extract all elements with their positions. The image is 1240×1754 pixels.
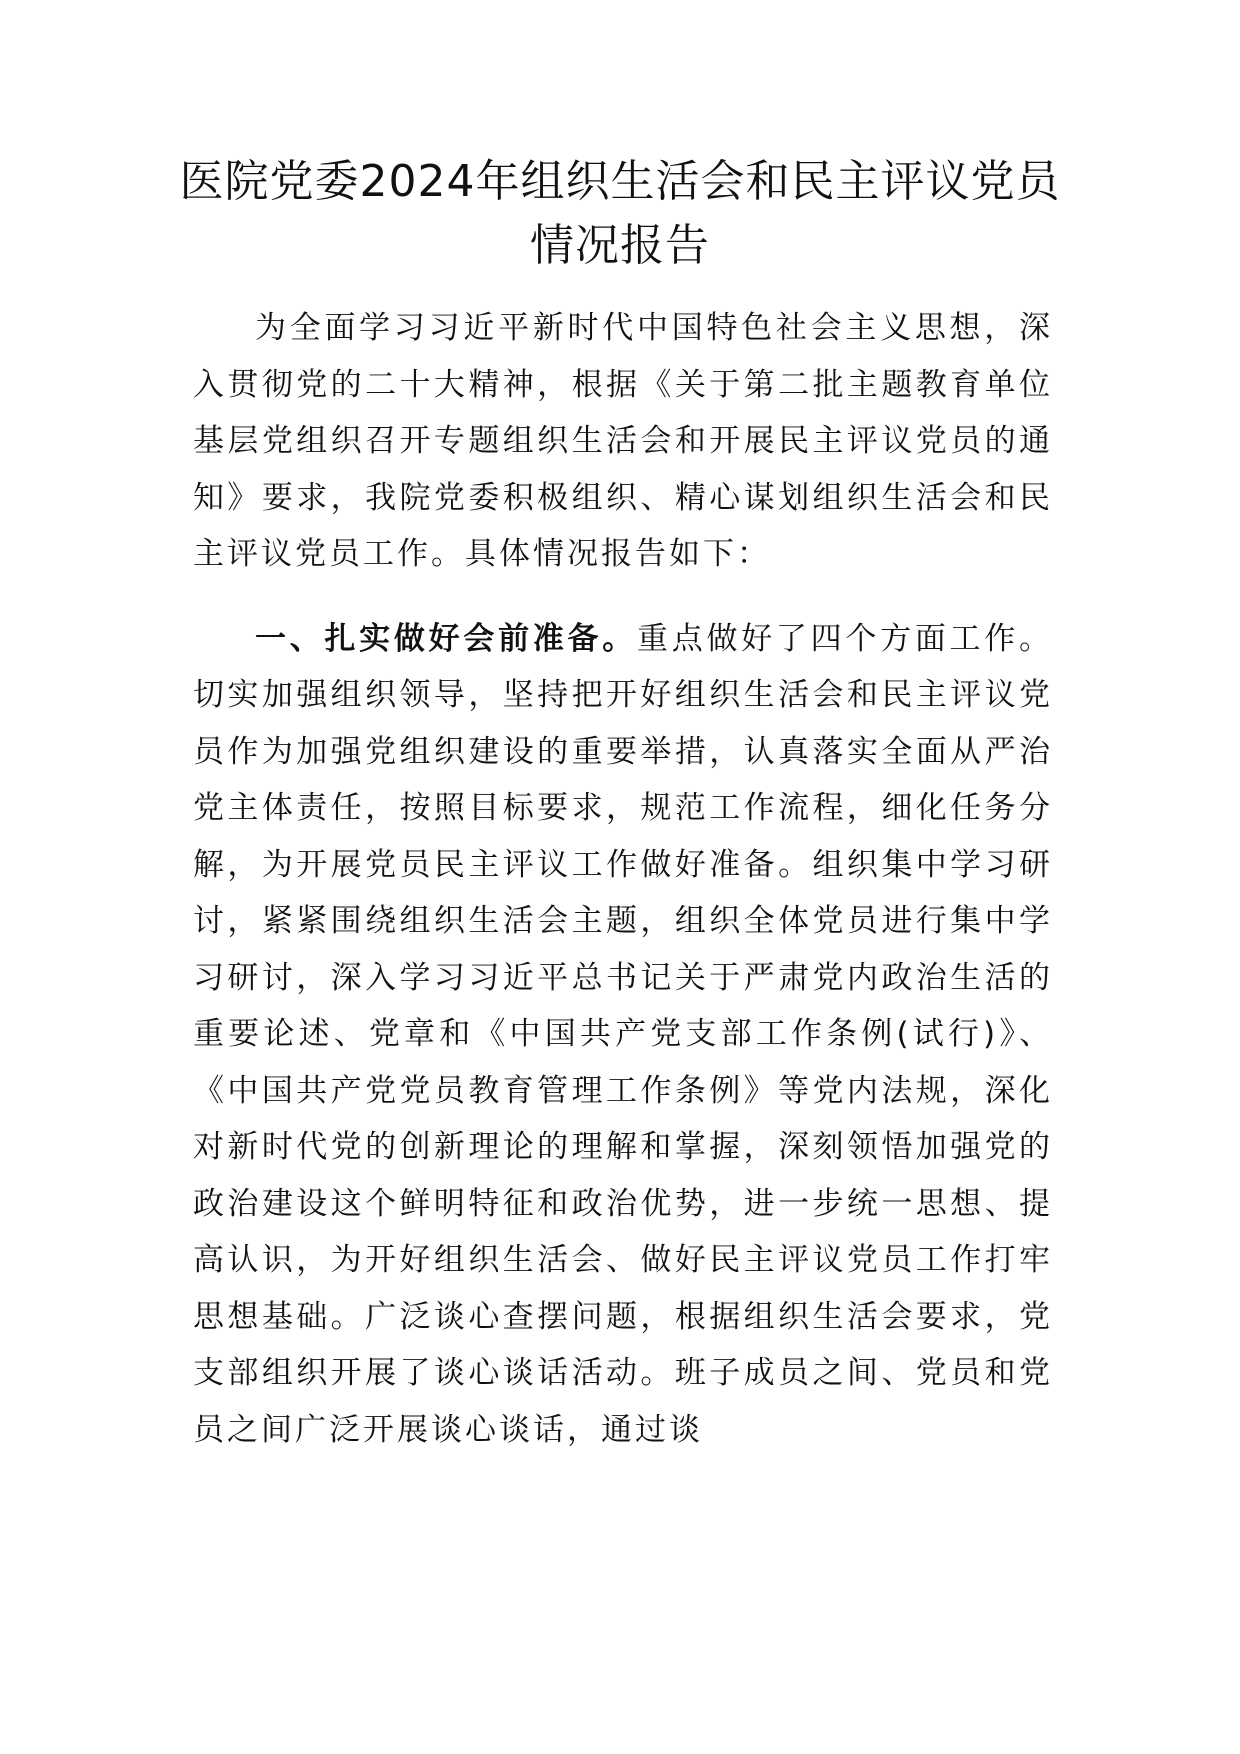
section-one-paragraph: [193, 611, 1053, 1459]
document-body: [193, 300, 1053, 1458]
section-one-heading: 一、扎实做好会前准备。: [255, 620, 637, 657]
section-one-text: 重点做好了四个方面工作。切实加强组织领导，坚持把开好组织生活会和民主评议党员作为加强党组织建设的重要举措，认真落实全面从严治党主体责任，按照目标要求，规范工作流程，细化任务分解，为开展党员民主评议工作做好准备。组织集中学习研讨，紧紧围绕组织生活会主题，组织全体党员进行集中学习研讨，深入学习习近平总书记关于严肃党内政治生活的重要论述、党章和《中国共产党支部工作条例(试行)》、《中国共产党党员教育管理工作条例》等党内法规，深化对新时代党的创新理论的理解和掌握，深刻领悟加强党的政治建设这个鲜明特征和政治优势，进一步统一思想、提高认识，为开好组织生活会、做好民主评议党员工作打牢思想基础。广泛谈心查摆问题，根据组织生活会要求，党支部组织开展了谈心谈话活动。班子成员之间、党员和党员之间广泛开展谈心谈话，通过谈: [193, 620, 1053, 1448]
intro-paragraph: 为全面学习习近平新时代中国特色社会主义思想，深入贯彻党的二十大精神，根据《关于第二批主题教育单位基层党组织召开专题组织生活会和开展民主评议党员的通知》要求，我院党委积极组织、精心谋划组织生活会和民主评议党员工作。具体情况报告如下：: [193, 310, 1053, 572]
document-title: 医院党委2024年组织生活会和民主评议党员情况报告: [179, 156, 1061, 271]
